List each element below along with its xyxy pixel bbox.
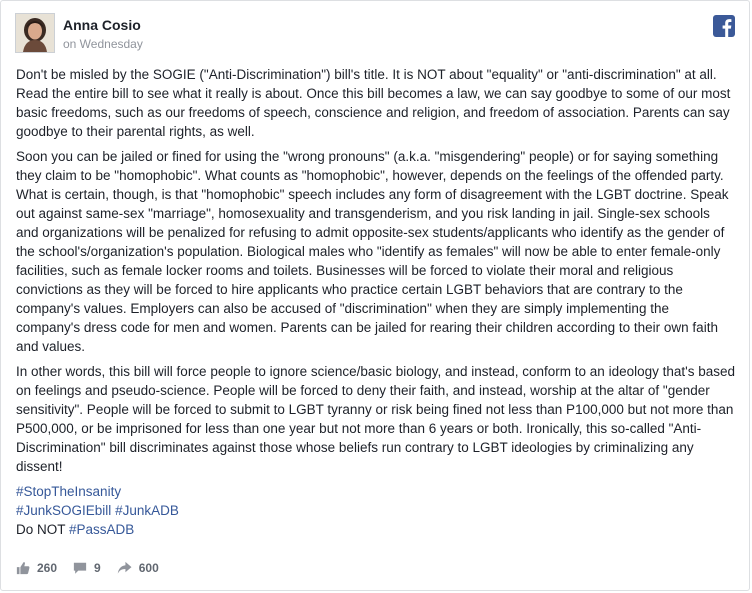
likes-count: 260: [37, 561, 58, 575]
author-name[interactable]: Anna Cosio: [63, 17, 141, 33]
facebook-logo-icon[interactable]: [713, 15, 735, 37]
comment-bubble-icon: [73, 561, 87, 575]
post-body: [16, 65, 736, 539]
hashtag-passadb[interactable]: #PassADB: [69, 522, 135, 537]
comments-stat[interactable]: [73, 561, 101, 575]
post-paragraph-3: In other words, this bill will force people to ignore science/basic biology, and instead, conform to an ideology that's based on feelings and pseudo-science. People will be forced to deny their faith, and instead, worship at the altar of "gender sensitivity". People will be forced to submit to LGBT tyranny or risk being fined not less than P100,000 but not more than P500,000, or be imprisoned for less than one year but not more than 6 years or both. Ironically, this so-called "Anti-Discrimination" bill discriminates against those whose beliefs run contrary to LGBT ideologies by criminalizing any dissent!: [16, 364, 735, 474]
avatar-image: [16, 14, 54, 52]
post-meta: [63, 13, 143, 52]
post-timestamp[interactable]: on Wednesday: [63, 37, 143, 51]
shares-stat[interactable]: [117, 561, 159, 575]
share-arrow-icon: [117, 561, 132, 575]
comments-count: 9: [94, 561, 101, 575]
hashtag-line-1: [16, 482, 736, 501]
author-avatar[interactable]: [15, 13, 55, 53]
thumbs-up-icon: [16, 561, 30, 575]
hashtag-line-3: [16, 520, 736, 539]
shares-count: 600: [138, 561, 159, 575]
post-paragraph-2: Soon you can be jailed or fined for using the "wrong pronouns" (a.k.a. "misgendering" people) or for saying something they claim to be "homophobic". What counts as "homophobic", however, depends on the feelings of the offended party. What is certain, though, is that "homophobic" speech includes any form of disagreement with the LGBT doctrine. Speak out against same-sex "marriage", homosexuality and transgenderism, and you risk landing in jail. Single-sex schools and organizations will be penalized for refusing to admit opposite-sex students/applicants who identify as the gender of the school's/organization's population. Biological males who "identify as females" will now be able to enter female-only facilities, such as female locker rooms and toilets. Businesses will be forced to violate their moral and religious convictions as they will be forced to hire applicants who practice certain LGBT behaviors that are contrary to the company's values. Employers can also be accused of "discrimination" when they are simply implementing the company's dress code for men and women. Parents can be jailed for rearing their children according to their own faith and values.: [16, 149, 729, 354]
hashtag-line-2: [16, 501, 736, 520]
post-stats-bar: [16, 561, 175, 575]
do-not-text: Do NOT: [16, 522, 66, 537]
likes-stat[interactable]: [16, 561, 57, 575]
hashtag-stoptheinsanity[interactable]: #StopTheInsanity: [16, 484, 122, 499]
post-header: [15, 13, 143, 55]
hashtag-junkadb[interactable]: #JunkADB: [115, 503, 179, 518]
hashtag-junksogiebill[interactable]: #JunkSOGIEbill: [16, 503, 112, 518]
post-paragraph-1: Don't be misled by the SOGIE ("Anti-Discrimination") bill's title. It is NOT about "equality" or "anti-discrimination" at all. Read the entire bill to see what it really is about. Once this bill becomes a law, we can say goodbye to some of our most basic freedoms, such as our freedoms of speech, conscience and religion, and freedom of association. Parents can say goodbye to their parental rights, as well.: [16, 67, 731, 139]
